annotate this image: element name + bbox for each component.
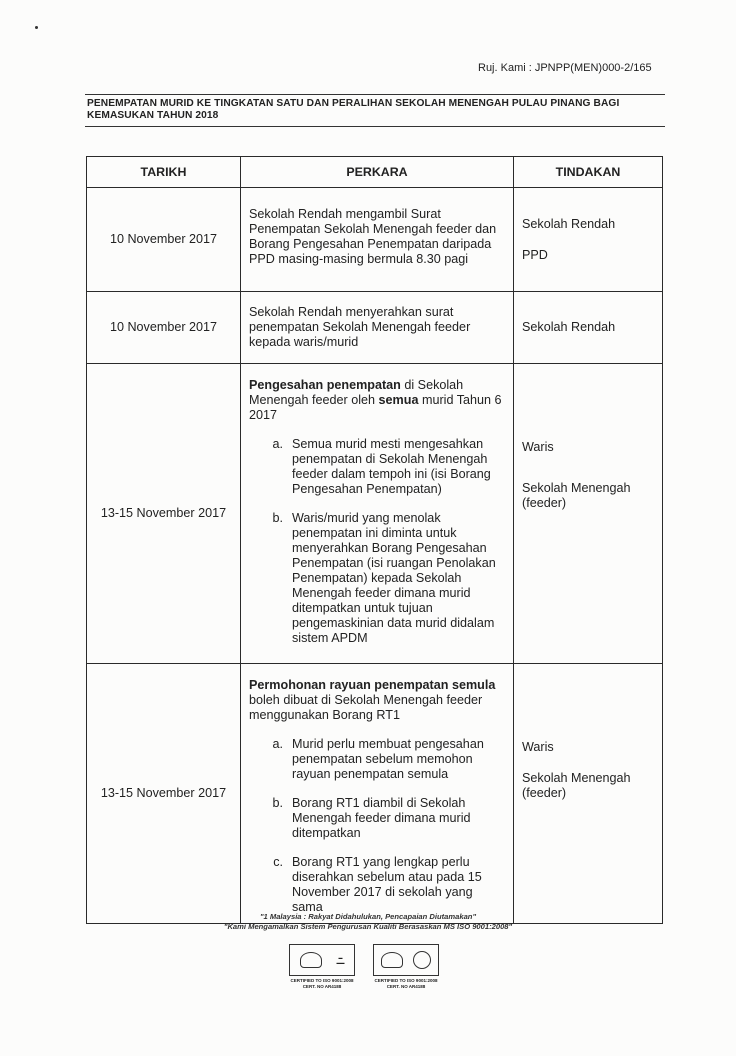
matter-text: Sekolah Rendah mengambil Surat Penempatan Sekolah Menengah feeder dan Borang Pengesahan Penempatan daripada PPD masing-masing bermula 8.30 pagi (249, 206, 497, 266)
document-title: PENEMPATAN MURID KE TINGKATAN SATU DAN PERALIHAN SEKOLAH MENENGAH PULAU PINANG BAGI KEMASUKAN TAHUN 2018 (85, 94, 665, 127)
iqnet-round-seal-icon (413, 951, 431, 969)
reference-number: Ruj. Kami : JPNPP(MEN)000-2/165 (478, 62, 652, 74)
row-matter (241, 292, 514, 364)
table-row (87, 292, 663, 364)
schedule-table (86, 156, 663, 924)
matter-subitem: b. Borang RT1 diambil di Sekolah Menengah feeder dimana murid ditempatkan (272, 796, 471, 840)
action-item: PPD (522, 247, 548, 262)
matter-intro: Permohonan rayuan penempatan semula boleh dibuat di Sekolah Menengah feeder menggunakan Borang RT1 (249, 678, 496, 722)
matter-subitem: c. Borang RT1 yang lengkap perlu diserahkan sebelum atau pada 15 November 2017 di sekolah yang sama (273, 855, 482, 914)
row-date: 13-15 November 2017 (87, 364, 241, 664)
action-item: Sekolah Rendah (522, 320, 616, 334)
header-matter: PERKARA (241, 157, 514, 188)
row-action (514, 188, 663, 292)
row-date: 10 November 2017 (87, 188, 241, 292)
sirim-shield-icon (300, 952, 322, 968)
matter-subitem: a. Semua murid mesti mengesahkan penempatan di Sekolah Menengah feeder dalam tempoh ini (isi Borang Pengesahan Penempatan) (272, 437, 491, 496)
table-row (87, 664, 663, 924)
action-item: Waris (522, 740, 554, 754)
certification-logos (289, 944, 439, 990)
header-date: TARIKH (87, 157, 241, 188)
row-action (514, 364, 663, 664)
action-item: Sekolah Rendah (522, 216, 616, 231)
iso-cert-logo-1: ▬ ▬▬ CERTIFIED TO ISO 9001:2008 CERT. NO AR4188 (289, 944, 355, 990)
iso-cert-logo-2: CERTIFIED TO ISO 9001:2008 CERT. NO AR4188 (373, 944, 439, 990)
footer-slogans (0, 912, 736, 932)
row-date: 10 November 2017 (87, 292, 241, 364)
iqnet-mark-icon: ▬ ▬▬ (336, 955, 345, 965)
row-action (514, 292, 663, 364)
table-header-row (87, 157, 663, 188)
row-date: 13-15 November 2017 (87, 664, 241, 924)
table-row (87, 364, 663, 664)
row-matter (241, 188, 514, 292)
action-item: Sekolah Menengah (feeder) (522, 481, 631, 510)
footer-slogan-1: "1 Malaysia : Rakyat Didahulukan, Pencapaian Diutamakan" (259, 912, 477, 921)
row-matter (241, 364, 514, 664)
action-item: Sekolah Menengah (feeder) (522, 771, 631, 800)
row-matter (241, 664, 514, 924)
action-item: Waris (522, 440, 554, 454)
margin-speck (35, 26, 38, 29)
matter-subitem: a. Murid perlu membuat pengesahan penempatan sebelum memohon rayuan penempatan semula (272, 737, 484, 781)
sirim-shield-icon (381, 952, 403, 968)
matter-intro: Pengesahan penempatan di Sekolah Menengah feeder oleh semua murid Tahun 6 2017 (249, 378, 502, 422)
matter-subitem: b. Waris/murid yang menolak penempatan ini diminta untuk menyerahkan Borang Pengesahan Penempatan (isi ruangan Penolakan Penempatan) kepada Sekolah Menengah feeder dimana murid ditempatkan untuk tujuan pengemaskinian data murid didalam sistem APDM (272, 511, 496, 645)
table-row (87, 188, 663, 292)
matter-text: Sekolah Rendah menyerahkan surat penempatan Sekolah Menengah feeder kepada waris/murid (249, 305, 471, 349)
row-action (514, 664, 663, 924)
footer-slogan-2: "Kami Mengamalkan Sistem Pengurusan Kualiti Berasaskan MS ISO 9001:2008" (223, 922, 513, 931)
header-action: TINDAKAN (514, 157, 663, 188)
